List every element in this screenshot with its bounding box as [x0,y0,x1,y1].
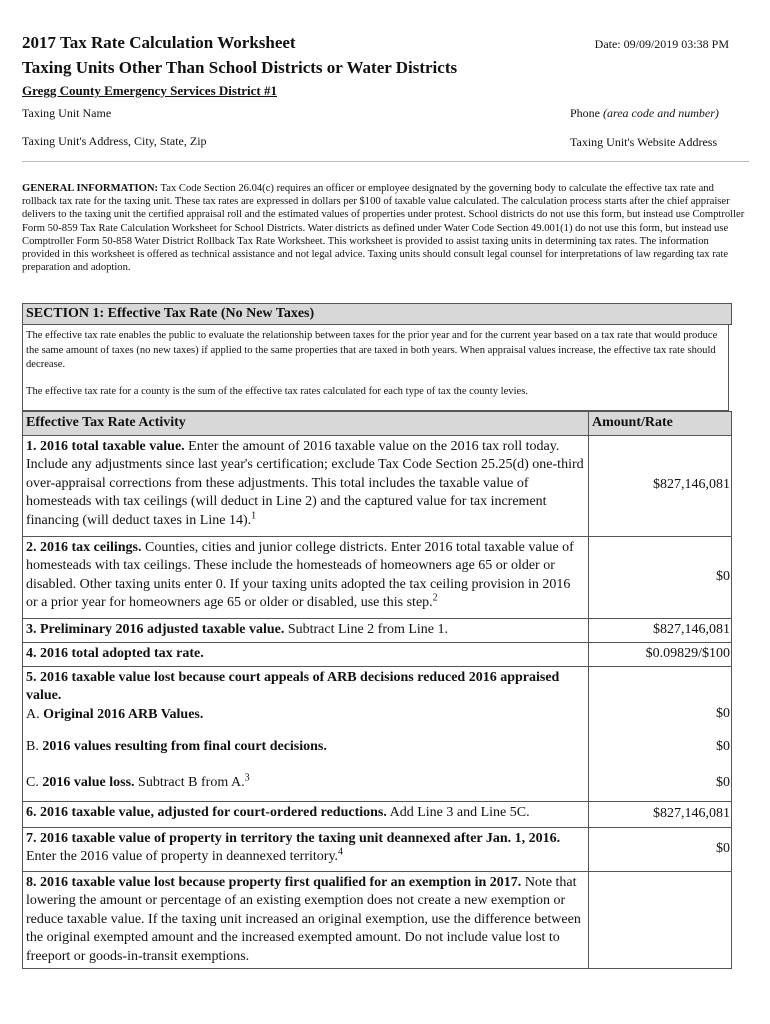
line-5c-text: Subtract B from A. [134,774,245,790]
line-5c-prefix: C. [26,774,43,790]
table-row [23,618,732,642]
table-row [23,536,732,618]
taxing-unit-name-value: Gregg County Emergency Services District #1 [22,83,278,98]
table-row [23,871,732,969]
line-5c-footnote: 3 [244,771,250,783]
table-row [23,801,732,827]
worksheet-title: 2017 Tax Rate Calculation Worksheet [22,33,296,52]
line-3-description [23,618,589,642]
line-5-description [23,666,589,729]
line-4-description [23,642,589,666]
table-row [23,827,732,871]
line-2-amount: $0 [589,536,732,618]
line-8-text: Note that lowering the amount or percentage of an existing exemption does not create a new exemption or reduce taxable value. If the taxing unit increased an original exemption, use the difference between the original exempted amount and the increased exempted amount. Do not include value lost to freeport or goods-in-transit exemptions. [26,874,581,964]
line-2-text: Counties, cities and junior college districts. Enter 2016 total taxable value of homesteads with tax ceilings. These include the homesteads of homeowners age 65 or older or disabled. Other taxing units enter 0. If your taxing units adopted the tax ceiling provision in 2016 or a prior year for homeowners age 65 or older or disabled, use this step. [26,539,574,610]
phone-label-hint: (area code and number) [603,106,719,120]
line-6-description [23,801,589,827]
line-2-footnote: 2 [432,592,438,604]
phone-label-text: Phone [570,106,600,120]
line-5b-title: 2016 values resulting from final court decisions. [42,738,327,754]
line-7-footnote: 4 [338,846,344,858]
general-information [22,182,749,274]
section-1-desc-paragraph-2: The effective tax rate for a county is the sum of the effective tax rates calculated for each type of tax the county levies. [26,385,529,397]
line-5c-title: 2016 value loss. [42,774,135,790]
line-3-title: 3. Preliminary 2016 adjusted taxable value. [26,621,285,637]
table-row [23,765,732,801]
line-1-title: 1. 2016 total taxable value. [26,438,185,454]
line-7-text: Enter the 2016 value of property in deannexed territory. [26,849,339,864]
line-7-title: 7. 2016 taxable value of property in territory the taxing unit deannexed after Jan. 1, 2016. [26,830,561,846]
line-4-title: 4. 2016 total adopted tax rate. [26,645,204,661]
table-row [23,642,732,666]
general-information-text: Tax Code Section 26.04(c) requires an officer or employee designated by the governing body to calculate the effective tax rate and rollback tax rate for the taxing unit. These tax rates are expressed in dollars per $100 of taxable value calculated. The calculation process starts after the chief appraiser delivers to the taxing unit the certified appraisal roll and the estimated values of properties under protest. School districts do not use this form, but instead use Comptroller Form 50-859 Tax Rate Calculation Worksheet for School Districts. Water districts as defined under Water Code Section 49.001(1) do not use this form, but instead use Comptroller Form 50-858 Water District Rollback Tax Rate Worksheet. This worksheet is provided to assist taxing units in determining tax rates. The information provided in this worksheet is offered as technical assistance and not legal advice. Taxing units should consult legal counsel for interpretations of law regarding tax rate preparation and adoption. [22,183,745,274]
column-header-amount: Amount/Rate [589,412,732,436]
line-1-description [23,435,589,536]
line-5b-amount: $0 [589,729,732,765]
line-6-amount: $827,146,081 [589,801,732,827]
line-1-footnote: 1 [251,509,257,521]
line-2-title: 2. 2016 tax ceilings. [26,539,142,555]
effective-tax-rate-table [22,411,732,969]
table-row [23,729,732,765]
line-5c-description [23,765,589,801]
line-4-amount: $0.09829/$100 [589,642,732,666]
section-1-heading: SECTION 1: Effective Tax Rate (No New Taxes) [22,303,732,325]
taxing-unit-name-label: Taxing Unit Name [22,106,112,120]
line-5a-prefix: A. [26,706,44,722]
address-label: Taxing Unit's Address, City, State, Zip [22,134,207,148]
line-8-description [23,871,589,969]
line-7-description [23,827,589,871]
table-header-row [23,412,732,436]
line-5a-amount: $0 [589,666,732,729]
line-8-title: 8. 2016 taxable value lost because property first qualified for an exemption in 2017. [26,874,522,890]
line-5b-description [23,729,589,765]
worksheet-date: Date: 09/09/2019 03:38 PM [594,37,729,51]
section-1-description [22,325,729,411]
line-8-amount [589,871,732,969]
line-7-amount: $0 [589,827,732,871]
column-header-activity: Effective Tax Rate Activity [23,412,589,436]
line-6-text: Add Line 3 and Line 5C. [386,804,530,820]
line-1-text: Enter the amount of 2016 taxable value on the 2016 tax roll today. Include any adjustments since last year's certification; exclude Tax Code Section 25.25(d) one-third over-appraisal corrections from these adjustments. This total includes the taxable value of homesteads with tax ceilings (will deduct in Line 2) and the captured value for tax increment financing (will deduct taxes in Line 14). [26,438,584,528]
line-5a-title: Original 2016 ARB Values. [43,706,204,722]
website-label: Taxing Unit's Website Address [570,135,718,149]
line-3-amount: $827,146,081 [589,618,732,642]
worksheet-subtitle: Taxing Units Other Than School Districts or Water Districts [22,58,458,77]
line-5-title: 5. 2016 taxable value lost because court appeals of ARB decisions reduced 2016 appraised value. [26,669,560,703]
section-1-desc-paragraph-1: The effective tax rate enables the public to evaluate the relationship between taxes for the prior year and for the current year based on a tax rate that would produce the same amount of taxes (no new taxes) if applied to the same properties that are taxed in both years. When appraisal values increase, the effective tax rate should decrease. [26,330,718,370]
line-5b-prefix: B. [26,738,43,754]
line-6-title: 6. 2016 taxable value, adjusted for court-ordered reductions. [26,804,387,820]
header-divider [22,161,749,162]
phone-label [570,106,719,121]
line-1-amount: $827,146,081 [589,435,732,536]
table-row [23,666,732,729]
general-information-label: GENERAL INFORMATION: [22,183,159,194]
table-row [23,435,732,536]
line-3-text: Subtract Line 2 from Line 1. [284,621,449,637]
line-5c-amount: $0 [589,765,732,801]
line-2-description [23,536,589,618]
